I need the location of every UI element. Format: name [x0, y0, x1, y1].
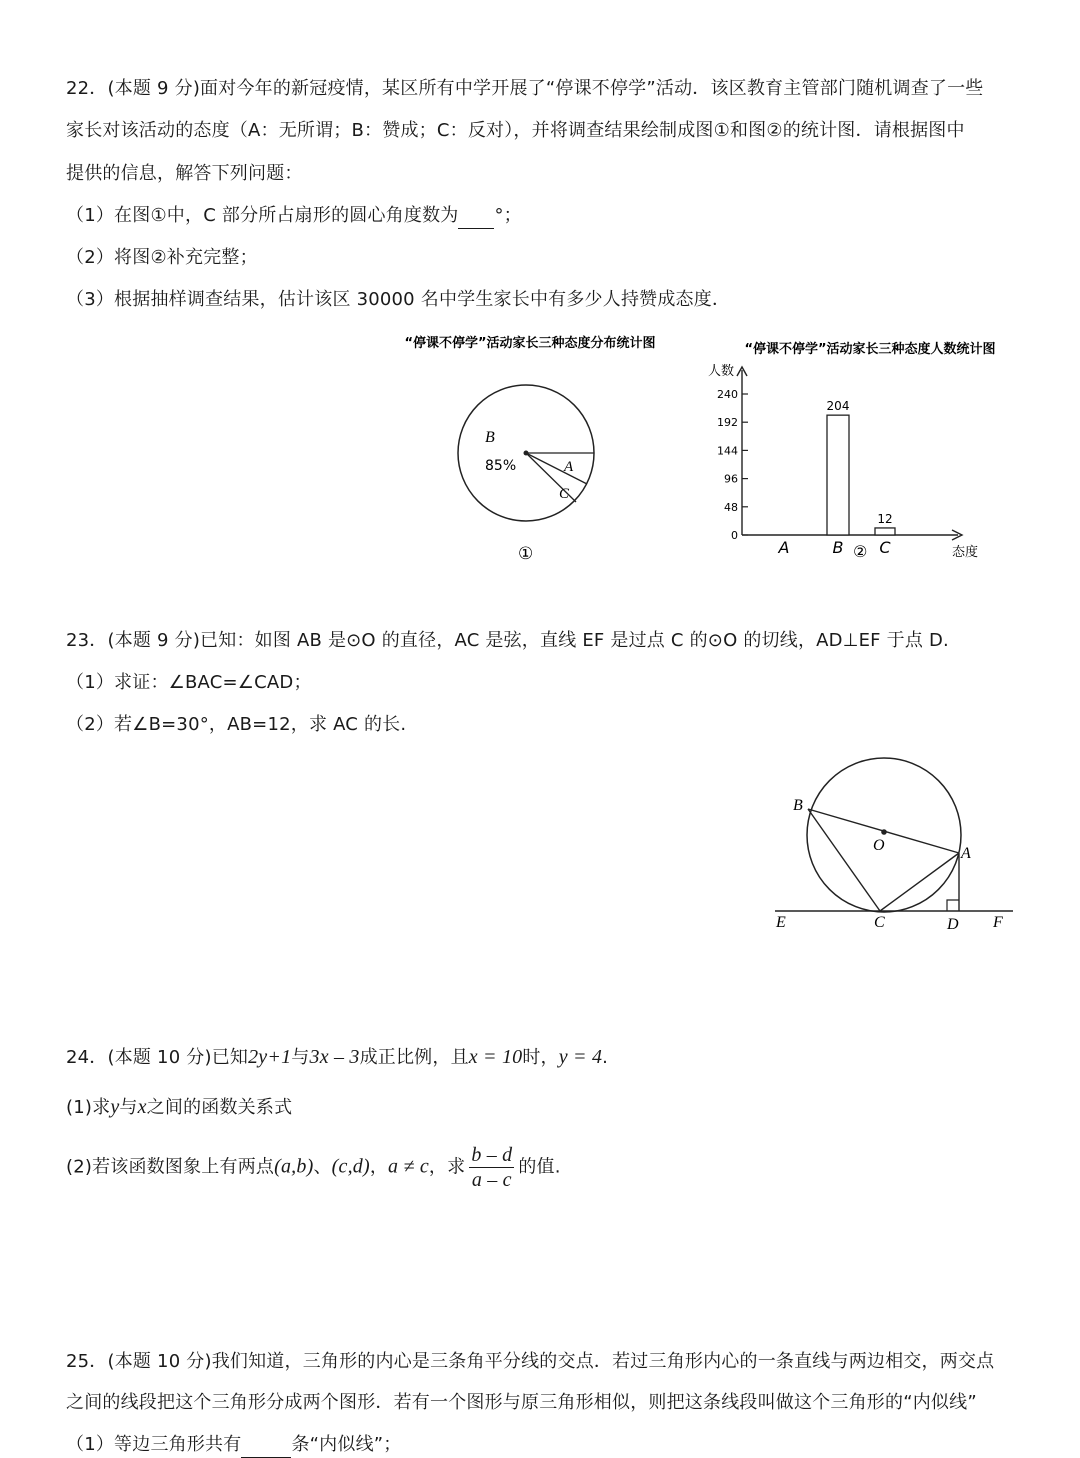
point-f-label: F	[993, 914, 1003, 931]
q24-p1-text-b: 与	[119, 1097, 138, 1118]
bar-value-label: 12	[877, 511, 893, 526]
pie-label-b: B	[485, 429, 495, 446]
q24-p2-text-end: 的值.	[518, 1156, 561, 1178]
q24-p2-separator: 、	[313, 1156, 332, 1178]
q24-text-1: 24．(本题 10 分)已知	[66, 1047, 249, 1068]
q24-part2	[66, 1143, 561, 1192]
fraction-denominator: a – c	[471, 1169, 512, 1191]
q24-p1-text-c: 之间的函数关系式	[146, 1097, 293, 1118]
q24-part1	[66, 1095, 292, 1120]
pie-radius-a-c	[526, 453, 587, 484]
answer-blank	[458, 204, 494, 229]
chord-bc	[808, 809, 880, 911]
q25-line2: 之间的线段把这个三角形分成两个图形．若有一个图形与原三角形相似，则把这条线段叫做这个三角形的“内似线”	[66, 1392, 977, 1413]
circle-figure	[770, 750, 1020, 940]
q23-part2: （2）若∠B=30°，AB=12，求 AC 的长.	[66, 714, 407, 735]
bar-c	[875, 528, 895, 535]
fraction-numerator: b – d	[471, 1144, 513, 1166]
q24-text-5: .	[602, 1047, 609, 1068]
q24-p2-point-1: (a,b)	[274, 1155, 314, 1178]
bar-figure-number: ②	[853, 542, 868, 561]
y-tick-label: 144	[717, 444, 738, 458]
q24-p1-text-a: (1)求	[66, 1097, 111, 1118]
circle-o	[807, 758, 961, 912]
y-tick-label: 96	[724, 472, 738, 486]
y-tick-label: 48	[724, 500, 738, 514]
bar-value-label: 204	[826, 399, 850, 414]
y-tick-label: 192	[717, 416, 738, 430]
answer-blank	[241, 1433, 291, 1458]
q24-expr-2: 3x – 3	[309, 1046, 360, 1068]
q25-part1-suffix: 条“内似线”；	[291, 1434, 402, 1455]
fraction	[469, 1143, 514, 1192]
q24-expr-3: x = 10	[468, 1046, 523, 1068]
pie-label-c: C	[559, 486, 570, 502]
point-a-label: A	[961, 845, 971, 862]
y-tick-label: 240	[717, 388, 738, 401]
q24-p1-var-y: y	[110, 1096, 120, 1118]
q25-part1-text: （1）等边三角形共有	[66, 1434, 242, 1455]
point-b-label: B	[793, 797, 803, 814]
q24-p2-condition: a ≠ c	[388, 1155, 429, 1178]
pie-figure	[380, 328, 690, 568]
x-category-label: C	[879, 538, 891, 557]
q24-text-3: 成正比例，且	[359, 1047, 469, 1068]
q22-part1-suffix: °；	[494, 205, 522, 226]
q24-expr-4: y = 4	[558, 1046, 603, 1068]
bar-chart	[700, 330, 1030, 570]
q24-p2-comma: ，	[369, 1156, 389, 1178]
pie-percent-b: 85%	[485, 458, 517, 474]
q23-part1: （1）求证：∠BAC=∠CAD；	[66, 672, 312, 693]
q24-expr-1: 2y+1	[248, 1046, 292, 1068]
bar-b	[827, 415, 849, 535]
q22-line1: 22．(本题 9 分)面对今年的新冠疫情，某区所有中学开展了“停课不停学”活动．该区教育主管部门随机调查了一些	[66, 78, 984, 99]
pie-title: “停课不停学”活动家长三种态度分布统计图	[404, 336, 656, 351]
point-d-label: D	[947, 916, 959, 933]
q25-line1: 25．(本题 10 分)我们知道，三角形的内心是三条角平分线的交点．若过三角形内心的一条直线与两边相交，两交点	[66, 1351, 995, 1372]
q23-line1: 23．(本题 9 分)已知：如图 AB 是⊙O 的直径，AC 是弦，直线 EF 是过点 C 的⊙O 的切线，AD⊥EF 于点 D.	[66, 630, 949, 651]
pie-label-a: A	[564, 459, 574, 475]
pie-figure-number: ①	[518, 544, 534, 564]
q22-part1	[66, 204, 522, 229]
point-c-label: C	[874, 914, 885, 931]
y-axis-label: 人数	[708, 364, 735, 379]
x-axis-label: 态度	[952, 545, 979, 560]
right-angle-mark	[947, 900, 959, 911]
q22-part2: （2）将图②补充完整；	[66, 247, 258, 268]
q22-part1-text: （1）在图①中，C 部分所占扇形的圆心角度数为	[66, 205, 459, 226]
bar-chart-title: “停课不停学”活动家长三种态度人数统计图	[744, 342, 996, 357]
q24-p1-var-x: x	[137, 1096, 147, 1118]
pie-center-dot	[524, 451, 529, 456]
q24-text-4: 时，	[522, 1047, 559, 1068]
x-category-label: A	[778, 538, 790, 557]
q22-line2: 家长对该活动的态度（A：无所谓；B：赞成；C：反对），并将调查结果绘制成图①和图②的统计图．请根据图中	[66, 120, 965, 141]
q24-text-2: 与	[291, 1047, 310, 1068]
y-tick-label: 0	[731, 529, 738, 542]
q24-line1	[66, 1045, 608, 1070]
center-dot	[881, 829, 887, 835]
x-category-label: B	[832, 538, 844, 557]
q24-p2-text-a: (2)若该函数图象上有两点	[66, 1156, 275, 1178]
q22-line3: 提供的信息，解答下列问题：	[66, 163, 303, 184]
q25-part1	[66, 1433, 402, 1458]
q22-part3: （3）根据抽样调查结果，估计该区 30000 名中学生家长中有多少人持赞成态度．	[66, 289, 731, 310]
point-e-label: E	[776, 914, 786, 931]
q24-p2-point-2: (c,d)	[331, 1155, 370, 1178]
point-o-label: O	[873, 837, 885, 854]
q24-p2-text-qiu: ，求	[428, 1156, 466, 1178]
